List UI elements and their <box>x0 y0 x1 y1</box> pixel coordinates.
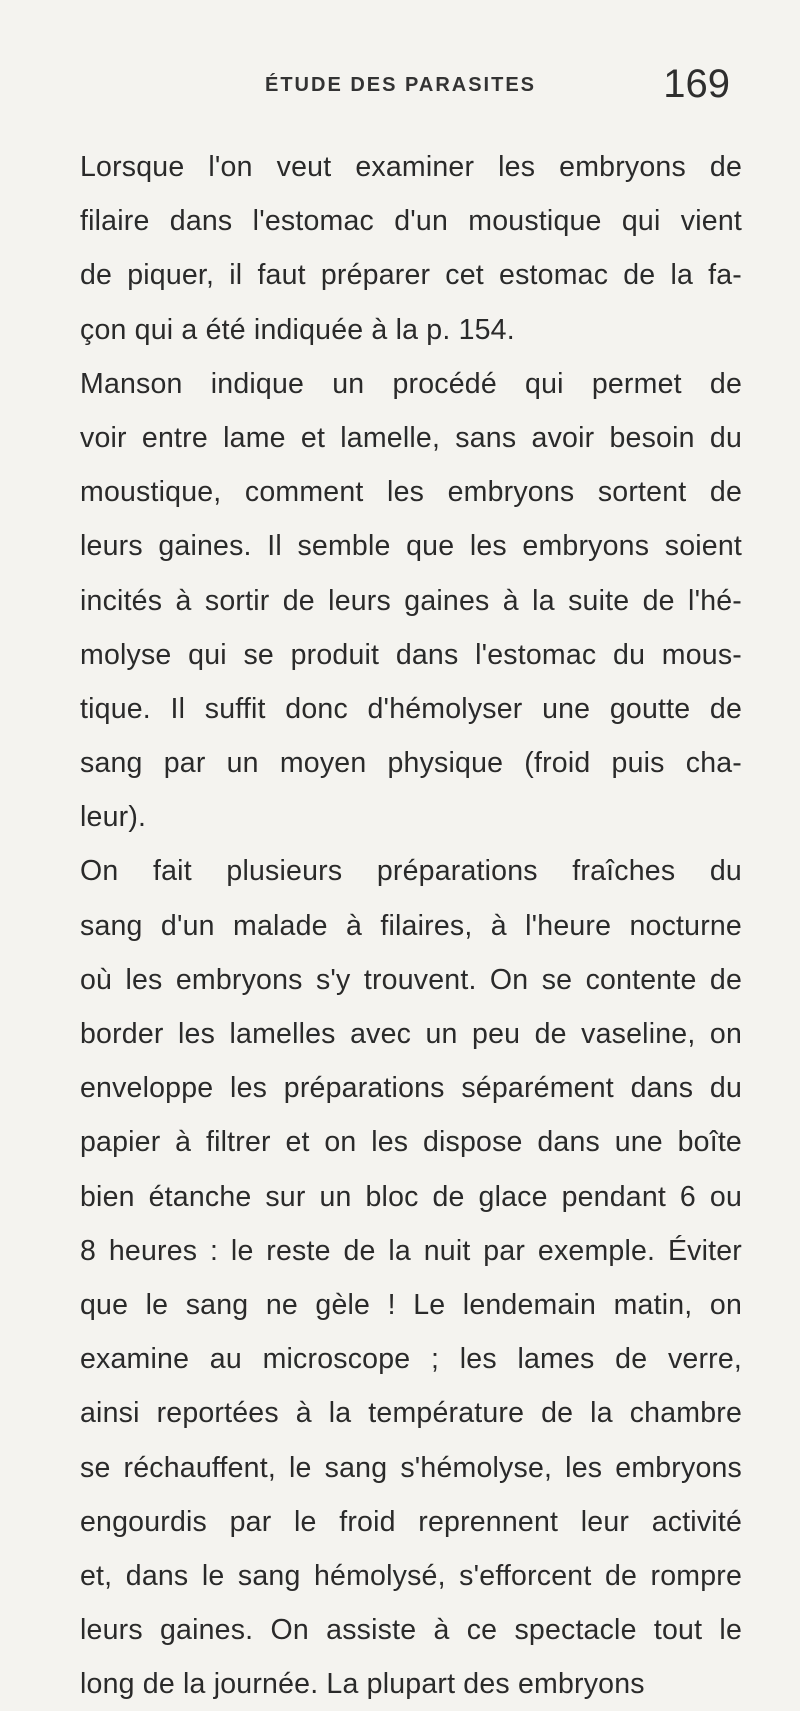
text-line: molyse qui se produit dans l'estomac du mous- <box>80 638 742 671</box>
text-line: et, dans le sang hémolysé, s'efforcent de rompre <box>80 1559 742 1592</box>
text-line: incités à sortir de leurs gaines à la suite de l'hé- <box>80 584 742 617</box>
text-line: tique. Il suffit donc d'hémolyser une goutte de <box>80 692 742 725</box>
text-line: sang par un moyen physique (froid puis cha- <box>80 747 742 780</box>
text-line: Manson indique un procédé qui permet de <box>80 367 742 400</box>
text-line: voir entre lame et lamelle, sans avoir besoin du <box>80 421 742 454</box>
text-line: engourdis par le froid reprennent leur activité <box>80 1505 742 1538</box>
text-line: On fait plusieurs préparations fraîches du <box>80 855 742 888</box>
text-line: border les lamelles avec un peu de vaseline, on <box>80 1018 742 1050</box>
text-line: leur). <box>80 801 147 834</box>
text-line: Lorsque l'on veut examiner les embryons de <box>80 151 742 183</box>
text-line: çon qui a été indiquée à la p. 154. <box>80 313 515 346</box>
text-line: enveloppe les préparations séparément dans du <box>80 1072 742 1105</box>
text-line: 8 heures : le reste de la nuit par exemple. Éviter <box>80 1234 742 1267</box>
text-line: sang d'un malade à filaires, à l'heure nocturne <box>80 909 742 942</box>
text-line: de piquer, il faut préparer cet estomac de la fa- <box>80 259 742 292</box>
running-header <box>60 60 740 116</box>
running-title: ÉTUDE DES PARASITES <box>265 74 536 96</box>
text-line: filaire dans l'estomac d'un moustique qui vient <box>80 205 742 238</box>
text-line: long de la journée. La plupart des embryons <box>80 1668 645 1701</box>
text-line: examine au microscope ; les lames de verre, <box>80 1343 742 1376</box>
text-line: bien étanche sur un bloc de glace pendant 6 ou <box>80 1180 742 1213</box>
text-line: se réchauffent, le sang s'hémolyse, les embryons <box>80 1451 742 1484</box>
text-line: où les embryons s'y trouvent. On se contente de <box>80 963 742 996</box>
text-line: leurs gaines. Il semble que les embryons soient <box>80 530 742 563</box>
body-text <box>80 140 742 1701</box>
text-line: leurs gaines. On assiste à ce spectacle tout le <box>80 1614 742 1647</box>
text-line: ainsi reportées à la température de la chambre <box>80 1397 742 1430</box>
text-line: papier à filtrer et on les dispose dans une boîte <box>80 1126 742 1159</box>
page-number: 169 <box>663 62 730 106</box>
text-line: que le sang ne gèle ! Le lendemain matin, on <box>80 1288 742 1321</box>
text-line: moustique, comment les embryons sortent de <box>80 476 742 509</box>
